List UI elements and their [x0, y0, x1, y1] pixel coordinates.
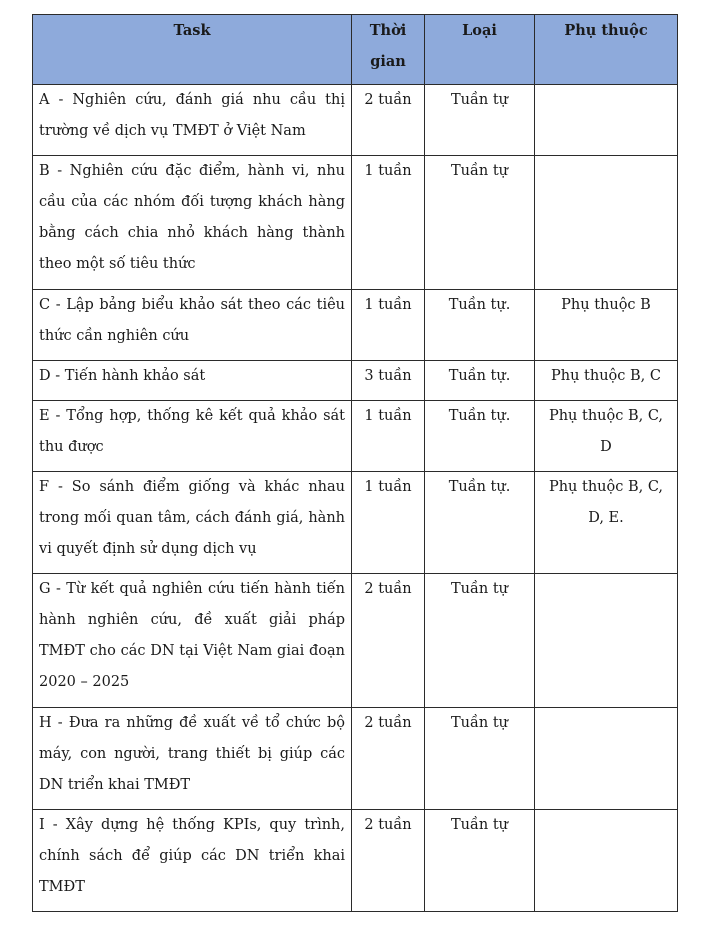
table-row	[33, 472, 678, 574]
dependency-cell[interactable]: Phụ thuộc B, C, D, E.	[535, 472, 678, 574]
dependency-cell[interactable]: Phụ thuộc B, C, D	[535, 401, 678, 472]
type-cell[interactable]: Tuần tự	[425, 156, 535, 290]
time-cell[interactable]: 2 tuần	[352, 708, 425, 810]
dependency-cell[interactable]: Phụ thuộc B, C	[535, 361, 678, 401]
task-cell[interactable]: B - Nghiên cứu đặc điểm, hành vi, nhu cầu của các nhóm đối tượng khách hàng bằng cách chia nhỏ khách hàng thành theo một số tiêu thức	[33, 156, 352, 290]
table-row	[33, 361, 678, 401]
type-cell[interactable]: Tuần tự.	[425, 472, 535, 574]
type-cell[interactable]: Tuần tự	[425, 85, 535, 156]
task-cell[interactable]: A - Nghiên cứu, đánh giá nhu cầu thị trường về dịch vụ TMĐT ở Việt Nam	[33, 85, 352, 156]
time-cell[interactable]: 1 tuần	[352, 290, 425, 361]
task-cell[interactable]: E - Tổng hợp, thống kê kết quả khảo sát thu được	[33, 401, 352, 472]
header-time: Thời gian	[352, 15, 425, 85]
type-cell[interactable]: Tuần tự	[425, 810, 535, 912]
header-dependency: Phụ thuộc	[535, 15, 678, 85]
task-cell[interactable]: I - Xây dựng hệ thống KPIs, quy trình, chính sách để giúp các DN triển khai TMĐT	[33, 810, 352, 912]
time-cell[interactable]: 2 tuần	[352, 810, 425, 912]
table-header-row	[33, 15, 678, 85]
dependency-cell[interactable]	[535, 810, 678, 912]
task-cell[interactable]: F - So sánh điểm giống và khác nhau trong mối quan tâm, cách đánh giá, hành vi quyết định sử dụng dịch vụ	[33, 472, 352, 574]
table-row	[33, 290, 678, 361]
dependency-cell[interactable]	[535, 708, 678, 810]
time-cell[interactable]: 1 tuần	[352, 472, 425, 574]
table-row	[33, 708, 678, 810]
type-cell[interactable]: Tuần tự	[425, 708, 535, 810]
header-task: Task	[33, 15, 352, 85]
header-type: Loại	[425, 15, 535, 85]
task-cell[interactable]: C - Lập bảng biểu khảo sát theo các tiêu thức cần nghiên cứu	[33, 290, 352, 361]
table-row	[33, 401, 678, 472]
table-row	[33, 810, 678, 912]
dependency-cell[interactable]: Phụ thuộc B	[535, 290, 678, 361]
type-cell[interactable]: Tuần tự.	[425, 290, 535, 361]
dependency-cell[interactable]	[535, 574, 678, 708]
table-row	[33, 156, 678, 290]
type-cell[interactable]: Tuần tự	[425, 574, 535, 708]
task-table	[32, 14, 678, 912]
task-cell[interactable]: G - Từ kết quả nghiên cứu tiến hành tiến hành nghiên cứu, đề xuất giải pháp TMĐT cho các DN tại Việt Nam giai đoạn 2020 – 2025	[33, 574, 352, 708]
table-row	[33, 574, 678, 708]
task-cell[interactable]: H - Đưa ra những đề xuất về tổ chức bộ máy, con người, trang thiết bị giúp các DN triển khai TMĐT	[33, 708, 352, 810]
type-cell[interactable]: Tuần tự.	[425, 401, 535, 472]
type-cell[interactable]: Tuần tự.	[425, 361, 535, 401]
task-cell[interactable]: D - Tiến hành khảo sát	[33, 361, 352, 401]
dependency-cell[interactable]	[535, 85, 678, 156]
table-row	[33, 85, 678, 156]
dependency-cell[interactable]	[535, 156, 678, 290]
time-cell[interactable]: 2 tuần	[352, 574, 425, 708]
time-cell[interactable]: 1 tuần	[352, 156, 425, 290]
time-cell[interactable]: 2 tuần	[352, 85, 425, 156]
time-cell[interactable]: 1 tuần	[352, 401, 425, 472]
time-cell[interactable]: 3 tuần	[352, 361, 425, 401]
